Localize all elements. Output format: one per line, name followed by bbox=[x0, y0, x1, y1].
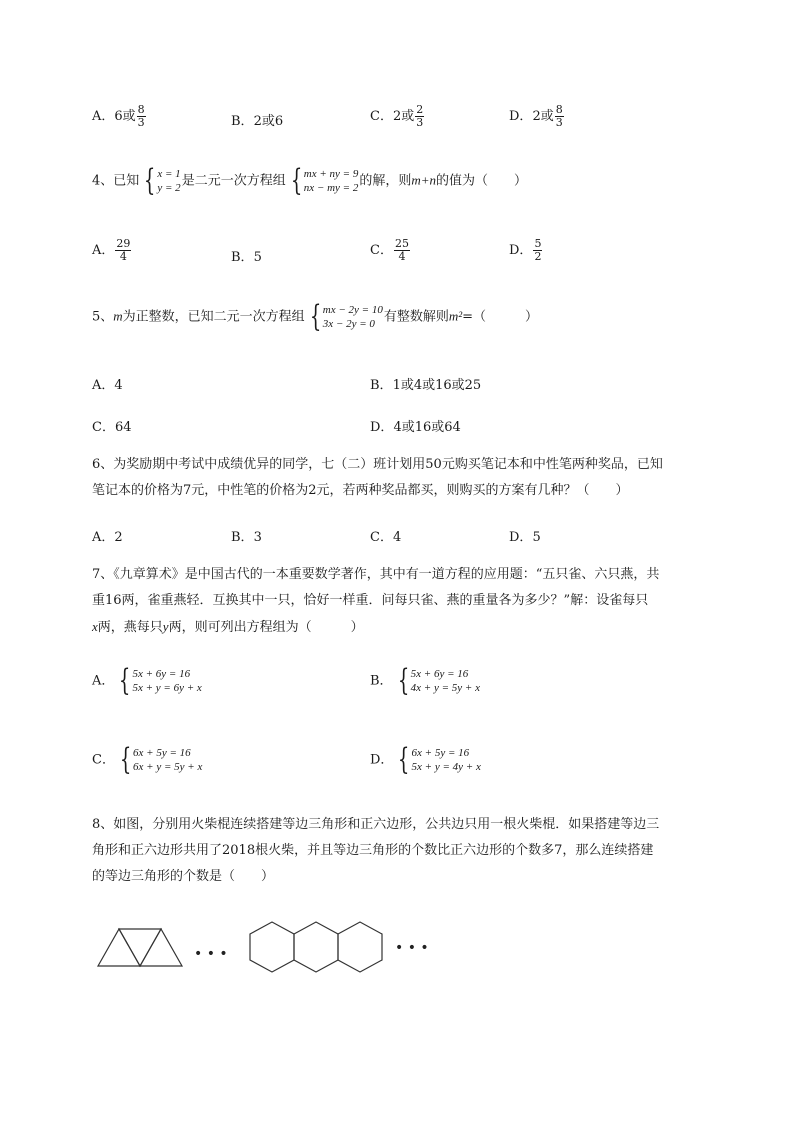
option-text: 1或4或16或25 bbox=[392, 378, 482, 393]
brace: { bbox=[119, 663, 131, 698]
math-variable: x bbox=[92, 619, 98, 634]
question-text: 的等边三角形的个数是（ ） bbox=[92, 869, 275, 884]
equation: y = 2 bbox=[157, 182, 181, 194]
question-7-stem bbox=[92, 562, 752, 641]
option-text: 5 bbox=[532, 530, 541, 545]
option-text: 6或 bbox=[114, 109, 136, 124]
option-text: 4或16或64 bbox=[393, 420, 461, 435]
fraction-numerator: 8 bbox=[137, 103, 145, 116]
math-variable: m² bbox=[448, 308, 463, 324]
question-text: 的值为（ ） bbox=[436, 173, 528, 189]
fraction-denominator: 4 bbox=[119, 250, 127, 263]
equation-system bbox=[306, 299, 383, 334]
q5-option-b bbox=[370, 374, 481, 393]
option-text: 4 bbox=[392, 530, 402, 545]
equation: 4x + y = 5y + x bbox=[410, 682, 480, 694]
option-label: B． bbox=[231, 250, 254, 265]
q6-option-b bbox=[231, 526, 262, 545]
option-label: D． bbox=[509, 109, 533, 124]
hexagon-shape bbox=[250, 922, 294, 972]
question-text: 两，燕每只 bbox=[97, 620, 163, 635]
fraction-denominator: 4 bbox=[398, 250, 406, 263]
brace: { bbox=[397, 663, 409, 698]
q6-option-a bbox=[92, 526, 123, 545]
equation-lines bbox=[411, 667, 480, 695]
fraction bbox=[394, 238, 410, 263]
fraction-denominator: 3 bbox=[555, 116, 563, 129]
math-variable: m bbox=[113, 308, 123, 324]
equation: mx + ny = 9 bbox=[303, 168, 359, 180]
equation-lines bbox=[132, 667, 201, 695]
fraction-numerator: 8 bbox=[555, 103, 563, 116]
equation-lines bbox=[323, 303, 383, 331]
triangle-shape bbox=[98, 929, 140, 966]
question-text: 有整数解则 bbox=[383, 309, 449, 325]
question-text: 7、《九章算术》是中国古代的一本重要数学著作，其中有一道方程的应用题：“五只雀、六只燕，共 bbox=[92, 567, 660, 582]
equation-lines bbox=[157, 167, 180, 195]
option-label: B． bbox=[231, 114, 254, 129]
question-text: 重16两，雀重燕轻．互换其中一只，恰好一样重．问每只雀、燕的重量各为多少？”解：设雀每只 bbox=[92, 593, 649, 608]
fraction-denominator: 3 bbox=[137, 116, 145, 129]
fraction bbox=[555, 104, 564, 129]
brace: { bbox=[144, 163, 156, 198]
q3-option-b bbox=[231, 110, 283, 129]
option-label: B． bbox=[370, 673, 393, 689]
question-text: 为正整数，已知二元一次方程组 bbox=[122, 309, 305, 325]
question-text-line bbox=[92, 614, 752, 641]
fraction-numerator: 29 bbox=[116, 237, 131, 250]
question-4-stem bbox=[92, 163, 528, 198]
option-text: 4 bbox=[114, 378, 123, 393]
option-label: A． bbox=[92, 530, 115, 545]
fraction-numerator: 25 bbox=[394, 237, 409, 250]
option-label: D． bbox=[509, 530, 533, 545]
equation-lines bbox=[133, 746, 202, 774]
fraction bbox=[115, 238, 131, 263]
fraction-numerator: 2 bbox=[416, 103, 424, 116]
matchstick-figure bbox=[90, 912, 460, 982]
q5-option-c bbox=[92, 416, 132, 435]
option-label: C． bbox=[92, 752, 115, 768]
fraction-denominator: 3 bbox=[416, 116, 424, 129]
hexagon-shape bbox=[338, 922, 382, 972]
brace: { bbox=[398, 742, 410, 777]
option-label: A． bbox=[92, 673, 115, 689]
option-label: B． bbox=[370, 378, 393, 393]
hexagon-shape bbox=[294, 922, 338, 972]
q4-option-b bbox=[231, 246, 262, 265]
question-5-stem bbox=[92, 299, 539, 334]
q4-option-d bbox=[509, 238, 543, 263]
q3-option-c bbox=[370, 104, 425, 129]
option-label: D． bbox=[509, 243, 533, 258]
equation: 6x + 5y = 16 bbox=[411, 747, 470, 759]
fraction bbox=[533, 238, 542, 263]
ellipsis-dots: • • • bbox=[194, 946, 228, 962]
question-text: =（ ） bbox=[462, 309, 539, 325]
option-text: 2或 bbox=[532, 109, 554, 124]
equation-system bbox=[116, 742, 203, 777]
question-text: 角形和正六边形共用了2018根火柴，并且等边三角形的个数比正六边形的个数多7，那么连续搭建 bbox=[92, 843, 654, 858]
brace: { bbox=[119, 742, 132, 777]
hexagons-shape bbox=[250, 922, 382, 972]
question-text: 6、为奖励期中考试中成绩优异的同学，七（二）班计划用50元购买笔记本和中性笔两种奖品，已知 bbox=[92, 457, 663, 472]
q7-option-c bbox=[92, 742, 203, 777]
triangle-shape bbox=[119, 929, 161, 966]
equation: x = 1 bbox=[157, 168, 181, 180]
brace: { bbox=[290, 163, 302, 198]
option-label: D． bbox=[370, 420, 394, 435]
option-label: C． bbox=[370, 530, 393, 545]
question-text: 8、如图，分别用火柴棍连续搭建等边三角形和正六边形，公共边只用一根火柴棍．如果搭建等边三 bbox=[92, 817, 660, 832]
option-label: A． bbox=[92, 243, 115, 258]
q6-option-d bbox=[509, 526, 541, 545]
option-label: A． bbox=[92, 109, 115, 124]
equation: 5x + y = 4y + x bbox=[411, 761, 481, 773]
ellipsis-dots: • • • bbox=[395, 940, 429, 956]
math-variable: m+n bbox=[411, 172, 437, 188]
q5-option-d bbox=[370, 416, 461, 435]
option-label: C． bbox=[92, 420, 115, 435]
option-label: D． bbox=[370, 752, 394, 768]
equation: 6x + y = 5y + x bbox=[133, 761, 203, 773]
q6-option-c bbox=[370, 526, 401, 545]
equation-lines bbox=[304, 167, 359, 195]
fraction bbox=[137, 104, 146, 129]
q5-option-a bbox=[92, 374, 123, 393]
equation: nx − my = 2 bbox=[303, 182, 359, 194]
q3-option-d bbox=[509, 104, 565, 129]
option-label: A． bbox=[92, 378, 115, 393]
question-text: 两，则可列出方程组为（ ） bbox=[168, 620, 364, 635]
q7-option-a bbox=[92, 663, 203, 698]
q7-option-d bbox=[370, 742, 482, 777]
question-text: 是二元一次方程组 bbox=[181, 173, 286, 189]
equation: mx − 2y = 10 bbox=[322, 304, 383, 316]
option-text: 5 bbox=[253, 250, 262, 265]
q7-option-b bbox=[370, 663, 481, 698]
question-text: 笔记本的价格为7元，中性笔的价格为2元，若两种奖品都买，则购买的方案有几种？（ ） bbox=[92, 483, 629, 498]
question-text: 4、已知 bbox=[92, 173, 140, 189]
option-label: B． bbox=[231, 530, 254, 545]
question-text: 的解，则 bbox=[359, 173, 412, 189]
equation-system bbox=[287, 163, 359, 198]
equation-system bbox=[394, 742, 481, 777]
question-6-stem bbox=[92, 452, 752, 504]
equation: 6x + 5y = 16 bbox=[133, 747, 191, 759]
option-text: 2或6 bbox=[253, 114, 284, 129]
option-label: C． bbox=[370, 243, 393, 258]
q4-option-c bbox=[370, 238, 411, 263]
question-text: 5、 bbox=[92, 309, 114, 325]
equation: 5x + y = 6y + x bbox=[132, 682, 202, 694]
triangles-shape bbox=[98, 929, 182, 966]
equation: 3x − 2y = 0 bbox=[322, 318, 375, 330]
option-text: 64 bbox=[114, 420, 132, 435]
fraction bbox=[415, 104, 424, 129]
equation-lines bbox=[412, 746, 481, 774]
option-text: 3 bbox=[253, 530, 262, 545]
option-label: C． bbox=[370, 109, 393, 124]
fraction-numerator: 5 bbox=[534, 237, 542, 250]
equation-system bbox=[394, 663, 480, 698]
question-8-stem bbox=[92, 812, 752, 890]
option-text: 2或 bbox=[392, 109, 415, 124]
equation: 5x + 6y = 16 bbox=[132, 668, 191, 680]
fraction-denominator: 2 bbox=[534, 250, 542, 263]
brace: { bbox=[309, 299, 321, 334]
equation-system bbox=[115, 663, 202, 698]
option-text: 2 bbox=[114, 530, 123, 545]
q3-option-a bbox=[92, 104, 147, 129]
equation: 5x + 6y = 16 bbox=[410, 668, 469, 680]
q4-option-a bbox=[92, 238, 132, 263]
math-variable: y bbox=[162, 619, 169, 634]
equation-system bbox=[140, 163, 181, 198]
triangle-shape bbox=[140, 929, 182, 966]
